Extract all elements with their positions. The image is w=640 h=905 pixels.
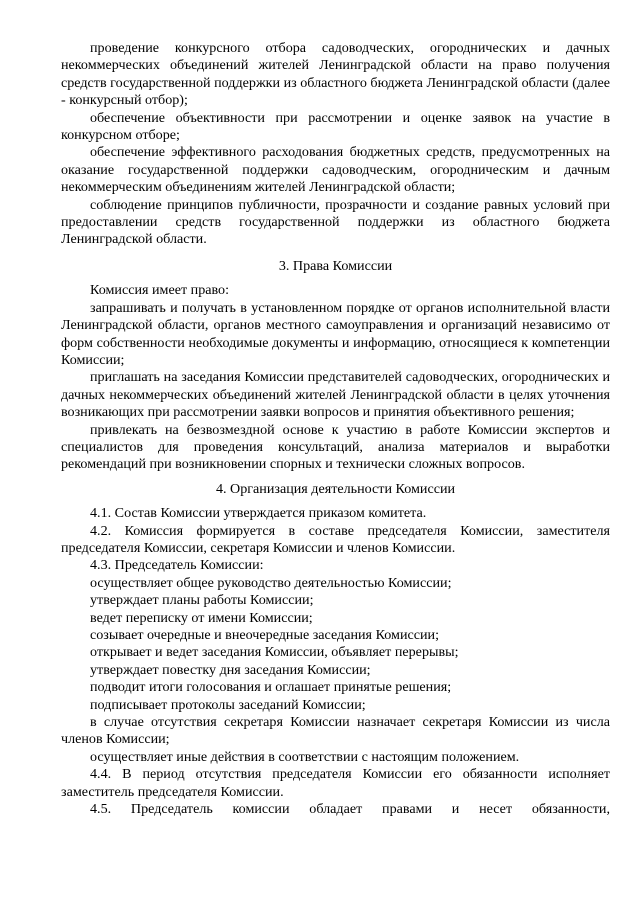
list-item: ведет переписку от имени Комиссии; xyxy=(90,609,313,626)
paragraph: Комиссия имеет право: xyxy=(90,282,230,299)
document-page xyxy=(61,40,610,818)
paragraph: соблюдение принципов публичности, прозрачности и создание равных условий при предоставлении средств государственной поддержки из областного бюджета Ленинградской области. xyxy=(61,196,610,248)
paragraph: обеспечение объективности при рассмотрении и оценке заявок на участие в конкурсном отборе; xyxy=(61,109,610,144)
list-item: осуществляет общее руководство деятельностью Комиссии; xyxy=(90,574,452,591)
paragraph: проведение конкурсного отбора садоводческих, огороднических и дачных некоммерческих объединений жителей Ленинградской области на право получения средств государственной поддержки из областного бюджета Ленинградской области (далее - конкурсный отбор); xyxy=(61,40,610,109)
section-heading: 3. Права Комиссии xyxy=(278,257,393,274)
paragraph: 4.4. В период отсутствия председателя Комиссии его обязанности исполняет заместитель председателя Комиссии. xyxy=(61,766,610,800)
list-item: созывает очередные и внеочередные заседания Комиссии; xyxy=(90,627,440,643)
paragraph: запрашивать и получать в установленном порядке от органов исполнительной власти Ленинградской области, органов местного самоуправления и организаций независимо от форм собственности необходимые документы и информацию, относящиеся к компетенции Комиссии; xyxy=(61,299,610,368)
list-item: утверждает повестку дня заседания Комиссии; xyxy=(90,661,371,678)
list-item: открывает и ведет заседания Комиссии, объявляет перерывы; xyxy=(90,644,459,661)
list-item: осуществляет иные действия в соответствии с настоящим положением. xyxy=(90,748,520,765)
paragraph: 4.2. Комиссия формируется в составе председателя Комиссии, заместителя председателя Комиссии, секретаря Комиссии и членов Комиссии. xyxy=(61,522,610,556)
paragraph: 4.5. Председатель комиссии обладает правами и несет обязанности, xyxy=(90,801,610,818)
paragraph: приглашать на заседания Комиссии представителей садоводческих, огороднических и дачных некоммерческих объединений жителей Ленинградской области в целях уточнения возникающих при рассмотрении заявки вопросов и принятия объективного решения; xyxy=(61,369,610,421)
list-item: подписывает протоколы заседаний Комиссии; xyxy=(90,696,366,713)
paragraph: 4.3. Председатель Комиссии: xyxy=(90,557,264,574)
list-item: утверждает планы работы Комиссии; xyxy=(90,592,314,609)
list-item: подводит итоги голосования и оглашает принятые решения; xyxy=(90,679,452,696)
paragraph: привлекать на безвозмездной основе к участию в работе Комиссии экспертов и специалистов для проведения консультаций, анализа материалов и выработки рекомендаций при возникновении спорных и технически сложных вопросов. xyxy=(61,421,610,473)
list-item: в случае отсутствия секретаря Комиссии назначает секретаря Комиссии из числа членов Комиссии; xyxy=(61,714,610,748)
paragraph: 4.1. Состав Комиссии утверждается приказом комитета. xyxy=(90,505,427,522)
section-heading: 4. Организация деятельности Комиссии xyxy=(215,480,456,497)
paragraph: обеспечение эффективного расходования бюджетных средств, предусмотренных на оказание государственной поддержки садоводческим, огородническим и дачным некоммерческим объединениям жителей Ленинградской области; xyxy=(61,144,610,196)
